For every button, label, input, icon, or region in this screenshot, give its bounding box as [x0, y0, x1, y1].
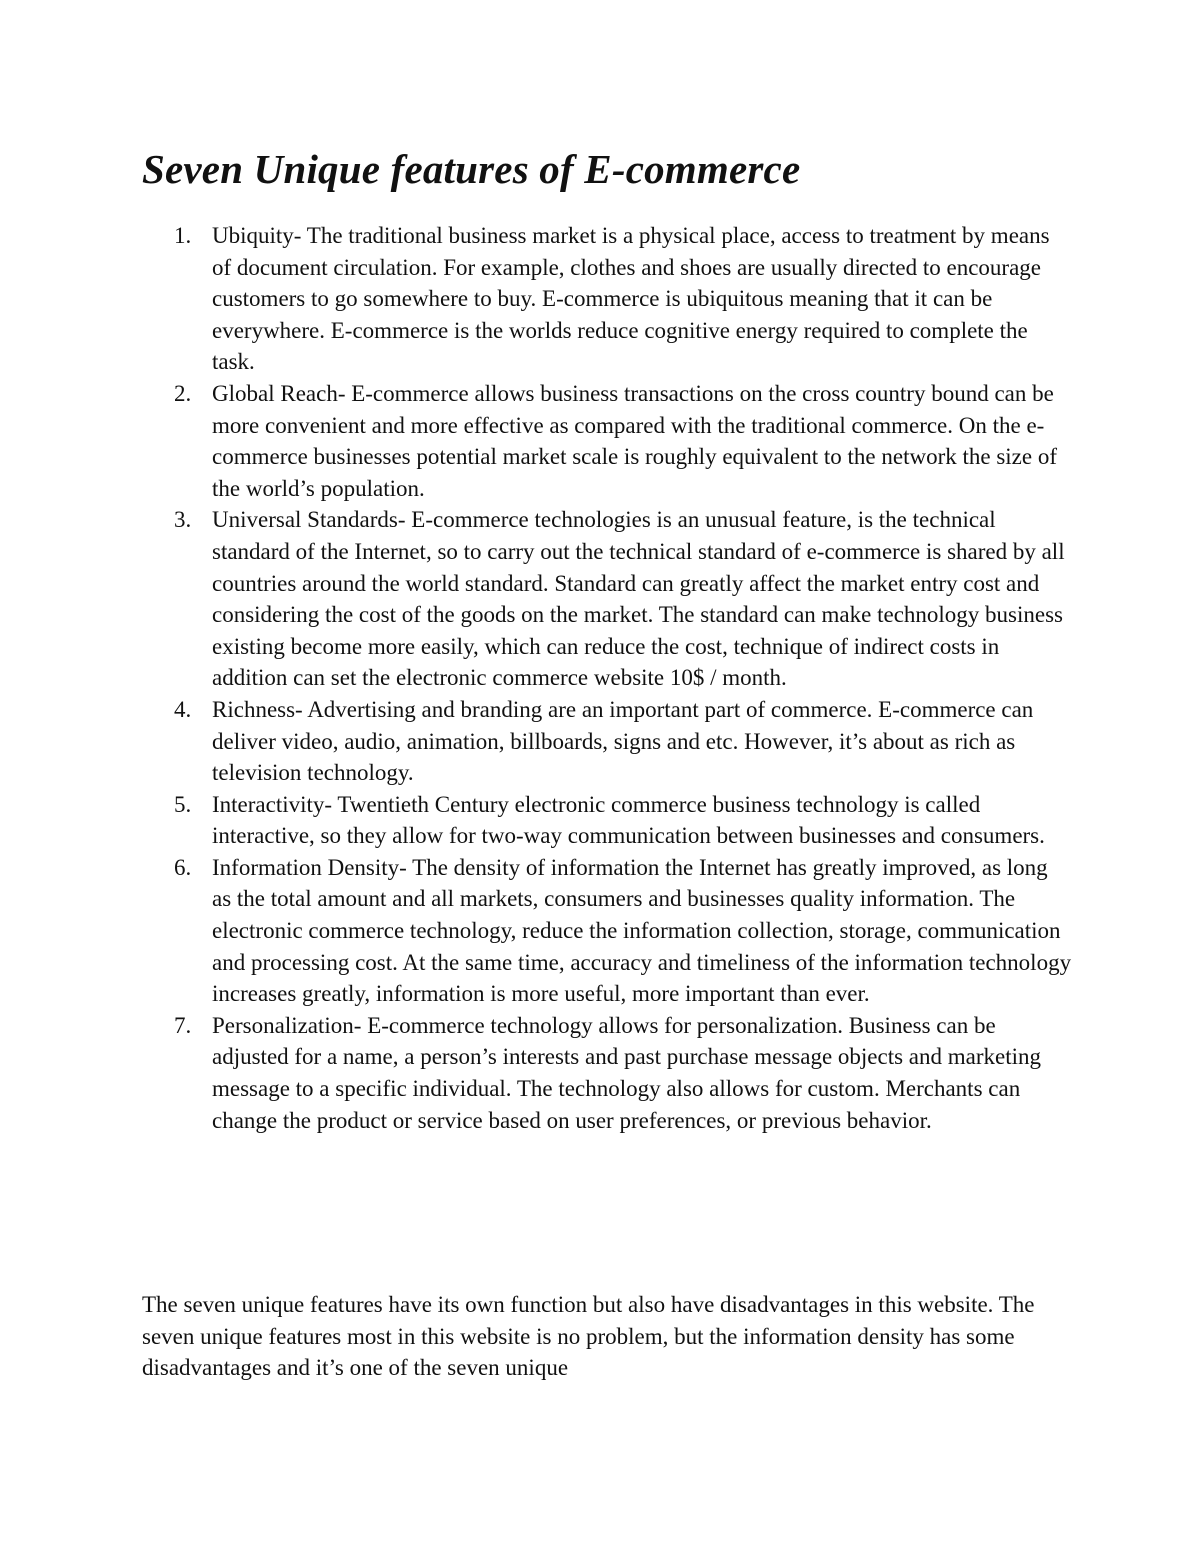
- list-item: [174, 220, 1072, 378]
- list-item-number: 3.: [174, 507, 192, 533]
- list-item-text: Universal Standards- E-commerce technologies is an unusual feature, is the technical standard of the Internet, so to carry out the technical standard of e-commerce is shared by all countries around the world standard. Standard can greatly affect the market entry cost and considering the cost of the goods on the market. The standard can make technology business existing become more easily, which can reduce the cost, technique of indirect costs in addition can set the electronic commerce website 10$ / month.: [212, 507, 1065, 691]
- list-item-number: 6.: [174, 854, 192, 880]
- list-item: [174, 789, 1072, 852]
- closing-paragraph: The seven unique features have its own function but also have disadvantages in this website. The seven unique features most in this website is no problem, but the information density has some disadvantages and it’s one of the seven unique: [142, 1292, 1035, 1381]
- list-item: [174, 694, 1072, 789]
- list-item-text: Information Density- The density of information the Internet has greatly improved, as long as the total amount and all markets, consumers and businesses quality information. The electronic commerce technology, reduce the information collection, storage, communication and processing cost. At the same time, accuracy and timeliness of the information technology increases greatly, information is more useful, more important than ever.: [212, 854, 1072, 1007]
- list-item-text: Global Reach- E-commerce allows business transactions on the cross country bound can be more convenient and more effective as compared with the traditional commerce. On the e-commerce businesses potential market scale is roughly equivalent to the network the size of the world’s population.: [212, 380, 1057, 501]
- feature-list: [174, 220, 1072, 1136]
- list-item-text: Ubiquity- The traditional business market is a physical place, access to treatment by means of document circulation. For example, clothes and shoes are usually directed to encourage customers to go somewhere to buy. E-commerce is ubiquitous meaning that it can be everywhere. E-commerce is the worlds reduce cognitive energy required to complete the task.: [212, 223, 1050, 375]
- document-title: Seven Unique features of E-commerce: [142, 146, 801, 192]
- list-item: [174, 1010, 1072, 1136]
- list-item-text: Interactivity- Twentieth Century electronic commerce business technology is called interactive, so they allow for two-way communication between businesses and consumers.: [212, 791, 1045, 849]
- list-item-text: Richness- Advertising and branding are an important part of commerce. E-commerce can deliver video, audio, animation, billboards, signs and etc. However, it’s about as rich as television technology.: [212, 696, 1034, 786]
- list-item-number: 7.: [174, 1012, 192, 1038]
- list-item-number: 5.: [174, 791, 192, 817]
- list-item: [174, 852, 1072, 1010]
- list-item-number: 1.: [174, 223, 192, 248]
- list-item: [174, 504, 1072, 694]
- list-item: [174, 378, 1072, 504]
- list-item-number: 4.: [174, 696, 192, 722]
- list-item-number: 2.: [174, 380, 192, 406]
- list-item-text: Personalization- E-commerce technology allows for personalization. Business can be adjusted for a name, a person’s interests and past purchase message objects and marketing message to a specific individual. The technology also allows for custom. Merchants can change the product or service based on user preferences, or previous behavior.: [212, 1012, 1042, 1133]
